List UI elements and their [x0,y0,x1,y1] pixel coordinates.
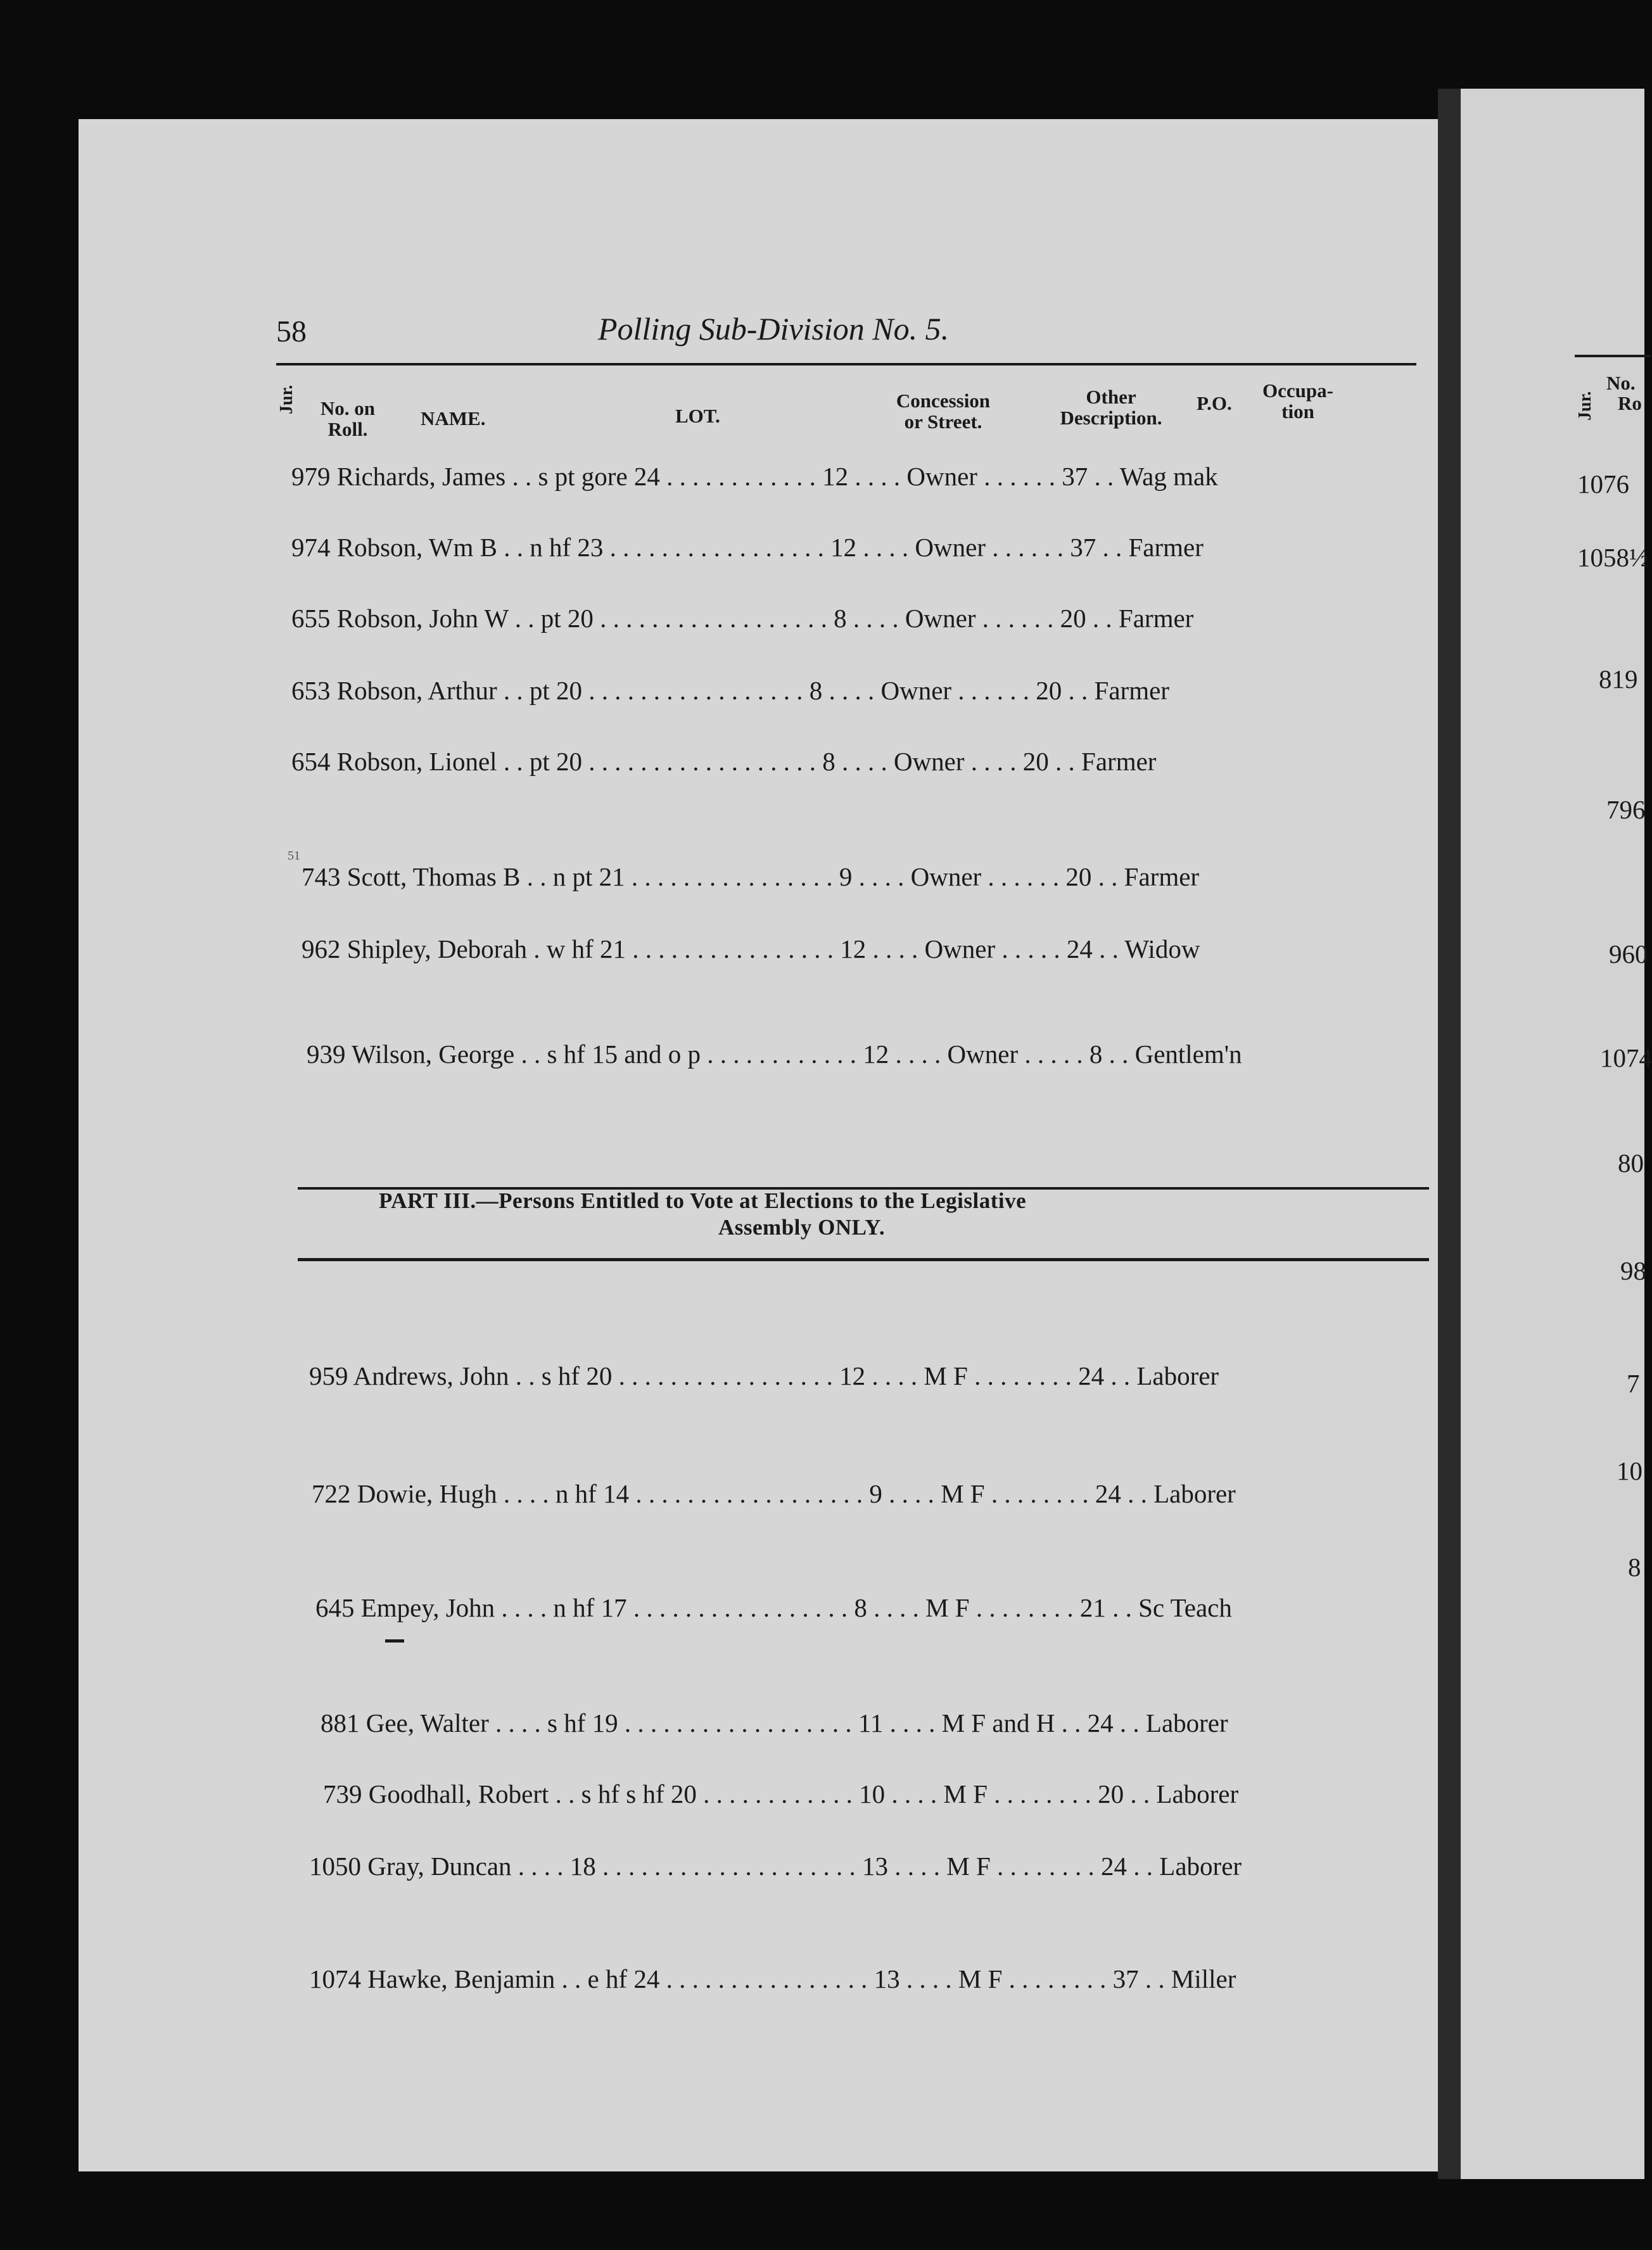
header-rule [276,363,1416,365]
right-header-rule [1575,355,1651,357]
col-concession-line1: Concession [896,390,991,412]
right-roll-number: 819 [1599,664,1638,694]
right-roll-number: 98 [1620,1256,1646,1285]
right-roll-number: 796 [1606,795,1646,824]
part3-heading-line1: PART III.—Persons Entitled to Vote at Elections to the Legislative [379,1188,1027,1213]
page-number: 58 [276,315,307,348]
part3-heading-line2: Assembly ONLY. [718,1215,886,1240]
right-roll-number: 7 [1627,1369,1640,1398]
voter-row: 881 Gee, Walter . . . . s hf 19 . . . . . . . . . . . . . . . . . . 11 . . . . M F and H . . 24 . . Laborer [321,1708,1228,1738]
voter-row: 1074 Hawke, Benjamin . . e hf 24 . . . . . . . . . . . . . . . . 13 . . . . M F . . . . . . . . 37 . . Miller [309,1964,1236,1993]
margin-mark: 51 [288,849,300,863]
voter-row: 939 Wilson, George . . s hf 15 and o p . . . . . . . . . . . . 12 . . . . Owner . . . . . 8 . . Gentlem'n [307,1039,1242,1069]
voter-row: 974 Robson, Wm B . . n hf 23 . . . . . . . . . . . . . . . . . 12 . . . . Owner . . . . . . 37 . . Farmer [291,533,1204,562]
right-roll-number: 960 [1609,939,1648,969]
voter-row: 645 Empey, John . . . . n hf 17 . . . . . . . . . . . . . . . . . 8 . . . . M F . . . . . . . . 21 . . Sc Teach [315,1593,1232,1622]
col-concession-line2: or Street. [904,410,982,433]
page-gutter [1438,89,1461,2179]
part3-bottom-rule [298,1258,1429,1261]
right-page [1461,89,1652,2179]
col-occupation-line1: Occupa- [1262,379,1333,402]
voter-row: 743 Scott, Thomas B . . n pt 21 . . . . . . . . . . . . . . . . 9 . . . . Owner . . . . . . 20 . . Farmer [302,862,1200,891]
col-roll-line1: No. on [320,397,376,419]
voter-row: 1050 Gray, Duncan . . . . 18 . . . . . . . . . . . . . . . . . . . . 13 . . . . M F . . . . . . . . 24 . . Laborer [309,1852,1242,1881]
col-other [1038,386,1184,428]
right-roll-number: 8 [1628,1553,1641,1582]
underline-mark [385,1639,404,1643]
col-name: NAME. [421,407,486,429]
col-occupation-line2: tion [1281,400,1314,423]
right-col-no: No. [1606,372,1636,394]
col-po: P.O. [1197,392,1232,414]
col-lot: LOT. [675,405,720,427]
voter-row: 962 Shipley, Deborah . w hf 21 . . . . . . . . . . . . . . . . 12 . . . . Owner . . . . . 24 . . Widow [302,934,1200,963]
right-roll-number: 1074 [1600,1043,1652,1072]
col-other-line2: Description. [1060,407,1162,429]
voter-row: 739 Goodhall, Robert . . s hf s hf 20 . . . . . . . . . . . . 10 . . . . M F . . . . . . . . 20 . . Laborer [323,1779,1239,1808]
col-roll-line2: Roll. [327,418,368,440]
right-roll-number: 1076 [1577,469,1629,499]
right-roll-number: 10 [1617,1456,1642,1485]
right-roll-number: 80 [1618,1148,1644,1178]
col-jur: Jur. [277,385,296,414]
col-occupation [1250,380,1345,422]
voter-row: 959 Andrews, John . . s hf 20 . . . . . . . . . . . . . . . . . 12 . . . . M F . . . . . . . . 24 . . Laborer [309,1361,1219,1390]
voter-row: 722 Dowie, Hugh . . . . n hf 14 . . . . . . . . . . . . . . . . . . 9 . . . . M F . . . . . . . . 24 . . Laborer [312,1479,1236,1508]
right-roll-number: 1058½ [1577,543,1649,572]
voter-row: 655 Robson, John W . . pt 20 . . . . . . . . . . . . . . . . . . 8 . . . . Owner . . . . . . 20 . . Farmer [291,604,1194,633]
right-col-jur: Jur. [1575,391,1595,421]
voter-row: 653 Robson, Arthur . . pt 20 . . . . . . . . . . . . . . . . . 8 . . . . Owner . . . . . . 20 . . Farmer [291,676,1169,705]
right-col-ro: Ro [1618,392,1642,414]
col-roll [307,398,389,440]
page-title: Polling Sub-Division No. 5. [598,311,950,346]
col-concession [870,390,1016,432]
voter-row: 654 Robson, Lionel . . pt 20 . . . . . . . . . . . . . . . . . . 8 . . . . Owner . . . . 20 . . Farmer [291,747,1157,776]
col-other-line1: Other [1086,386,1136,408]
voter-row: 979 Richards, James . . s pt gore 24 . . . . . . . . . . . . 12 . . . . Owner . . . . . . 37 . . Wag mak [291,462,1218,491]
left-page [79,119,1440,2171]
